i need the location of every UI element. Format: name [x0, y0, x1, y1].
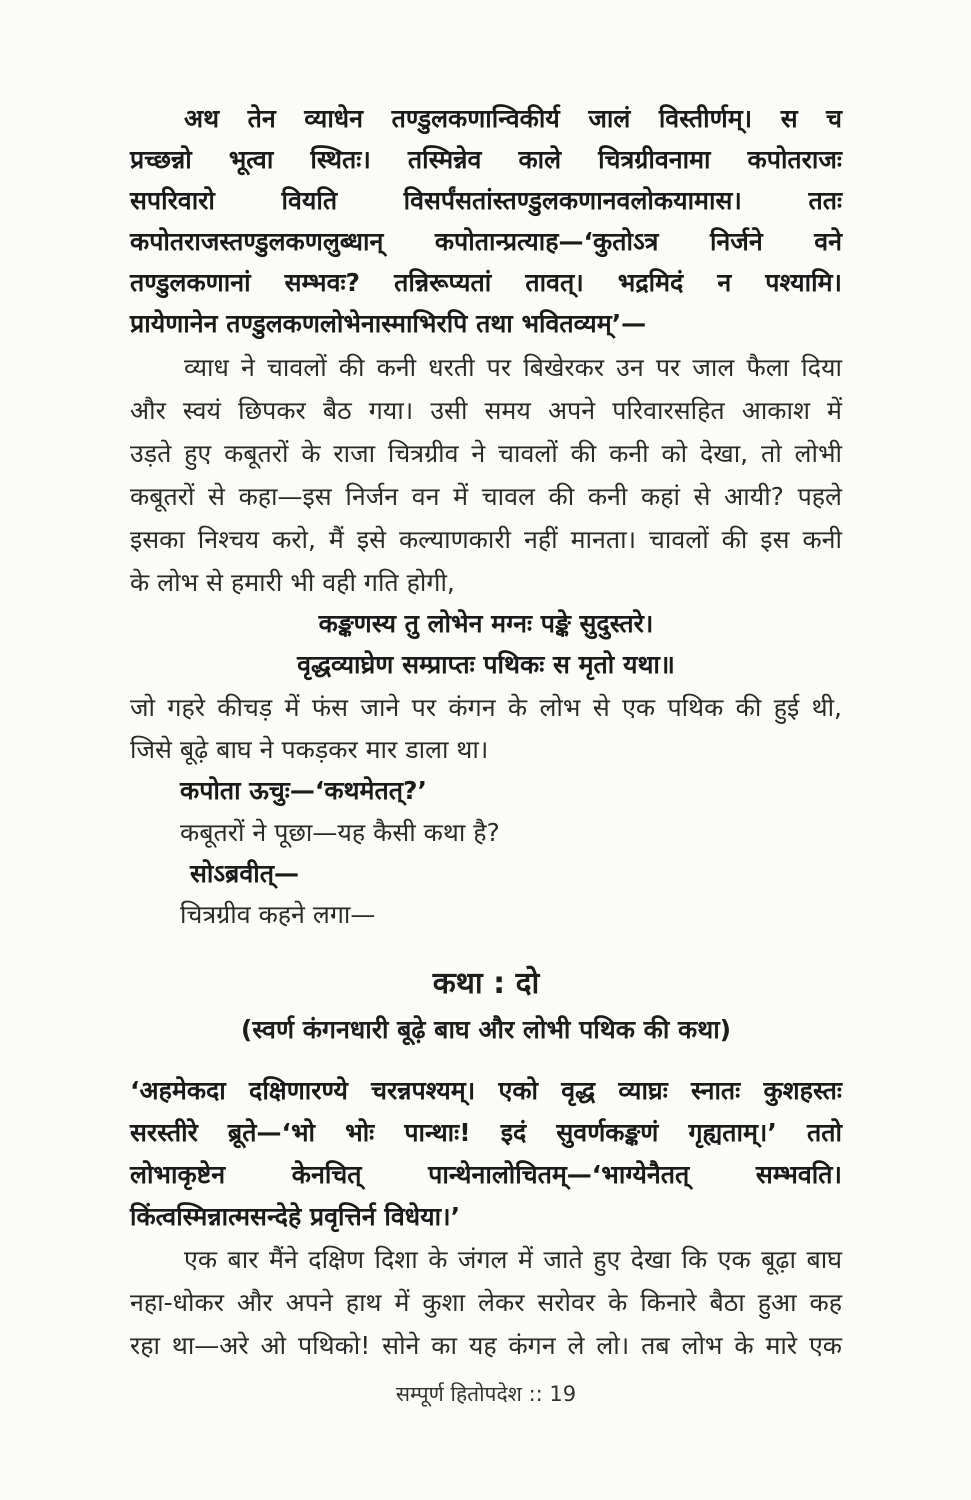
hindi-line: नहा-धोकर और अपने हाथ में कुशा लेकर सरोवर के किनारे बैठा हुआ कह [130, 1288, 842, 1317]
sanskrit-line: प्रायेणानेन तण्डुलकणलोभेनास्माभिरपि तथा भवितव्यम्’— [130, 309, 647, 338]
verse-line: वृद्धव्याघ्रेण सम्प्राप्तः पथिकः स मृतो यथा॥ [297, 650, 675, 679]
sanskrit-line: सरस्तीरे ब्रूते—‘भो भोः पान्थाः! इदं सुवर्णकङ्कणं गृह्यताम्।’ ततो [130, 1118, 842, 1147]
hindi-line: कबूतरों से कहा—इस निर्जन वन में चावल की कनी कहां से आयी? पहले [130, 482, 842, 511]
sanskrit-line: प्रच्छन्नो भूत्वा स्थितः। तस्मिन्नेव काले चित्रग्रीवनामा कपोतराजः [130, 145, 842, 174]
dialogue-hindi: चित्रग्रीव कहने लगा— [180, 900, 376, 929]
sanskrit-line: कपोतराजस्तण्डुलकणलुब्धान् कपोतान्प्रत्याह—‘कुतोऽत्र निर्जने वने [130, 227, 842, 256]
hindi-line: जिसे बूढ़े बाघ ने पकड़कर मार डाला था। [130, 735, 489, 764]
dialogue-sanskrit: सोऽब्रवीत्— [190, 859, 299, 888]
story-subtitle: (स्वर्ण कंगनधारी बूढ़े बाघ और लोभी पथिक की कथा) [240, 1015, 732, 1044]
hindi-line: एक बार मैंने दक्षिण दिशा के जंगल में जाते हुए देखा कि एक बूढ़ा बाघ [184, 1245, 842, 1274]
hindi-line: व्याध ने चावलों की कनी धरती पर बिखेरकर उन पर जाल फैला दिया [184, 353, 842, 382]
sanskrit-line: अथ तेन व्याधेन तण्डुलकणान्विकीर्य जालं विस्तीर्णम्। स च [184, 104, 842, 133]
sanskrit-line: सपरिवारो वियति विसर्पंसतांस्तण्डुलकणानवलोकयामास। ततः [130, 186, 842, 215]
hindi-line: इसका निश्चय करो, मैं इसे कल्याणकारी नहीं मानता। चावलों की इस कनी [130, 525, 842, 554]
story-title: कथा : दो [432, 966, 540, 1001]
hindi-line: जो गहरे कीचड़ में फंस जाने पर कंगन के लोभ से एक पथिक की हुई थी, [130, 693, 842, 722]
hindi-line: के लोभ से हमारी भी वही गति होगी, [130, 568, 455, 597]
verse-line: कङ्कणस्य तु लोभेन मग्नः पङ्के सुदुस्तरे। [318, 609, 654, 638]
hindi-line: रहा था—अरे ओ पथिको! सोने का यह कंगन ले लो। तब लोभ के मारे एक [130, 1331, 842, 1360]
sanskrit-line: ‘अहमेकदा दक्षिणारण्ये चरन्नपश्यम्। एको वृद्ध व्याघ्रः स्नातः कुशहस्तः [130, 1076, 842, 1105]
dialogue-sanskrit: कपोता ऊचुः—‘कथमेतत्?’ [180, 776, 427, 805]
sanskrit-line: किंत्वस्मिन्नात्मसन्देहे प्रवृत्तिर्न विधेया।’ [130, 1202, 461, 1231]
sanskrit-line: तण्डुलकणानां सम्भवः? तन्निरूप्यतां तावत्। भद्रमिदं न पश्यामि। [130, 268, 842, 297]
page-footer: सम्पूर्ण हितोपदेश :: 19 [395, 1382, 577, 1406]
hindi-line: उड़ते हुए कबूतरों के राजा चित्रग्रीव ने चावलों की कनी को देखा, तो लोभी [130, 439, 842, 468]
hindi-line: और स्वयं छिपकर बैठ गया। उसी समय अपने परिवारसहित आकाश में [130, 396, 842, 425]
dialogue-hindi: कबूतरों ने पूछा—यह कैसी कथा है? [180, 818, 500, 847]
sanskrit-line: लोभाकृष्टेन केनचित् पान्थेनालोचितम्—‘भाग्येनैतत् सम्भवति। [130, 1160, 842, 1189]
